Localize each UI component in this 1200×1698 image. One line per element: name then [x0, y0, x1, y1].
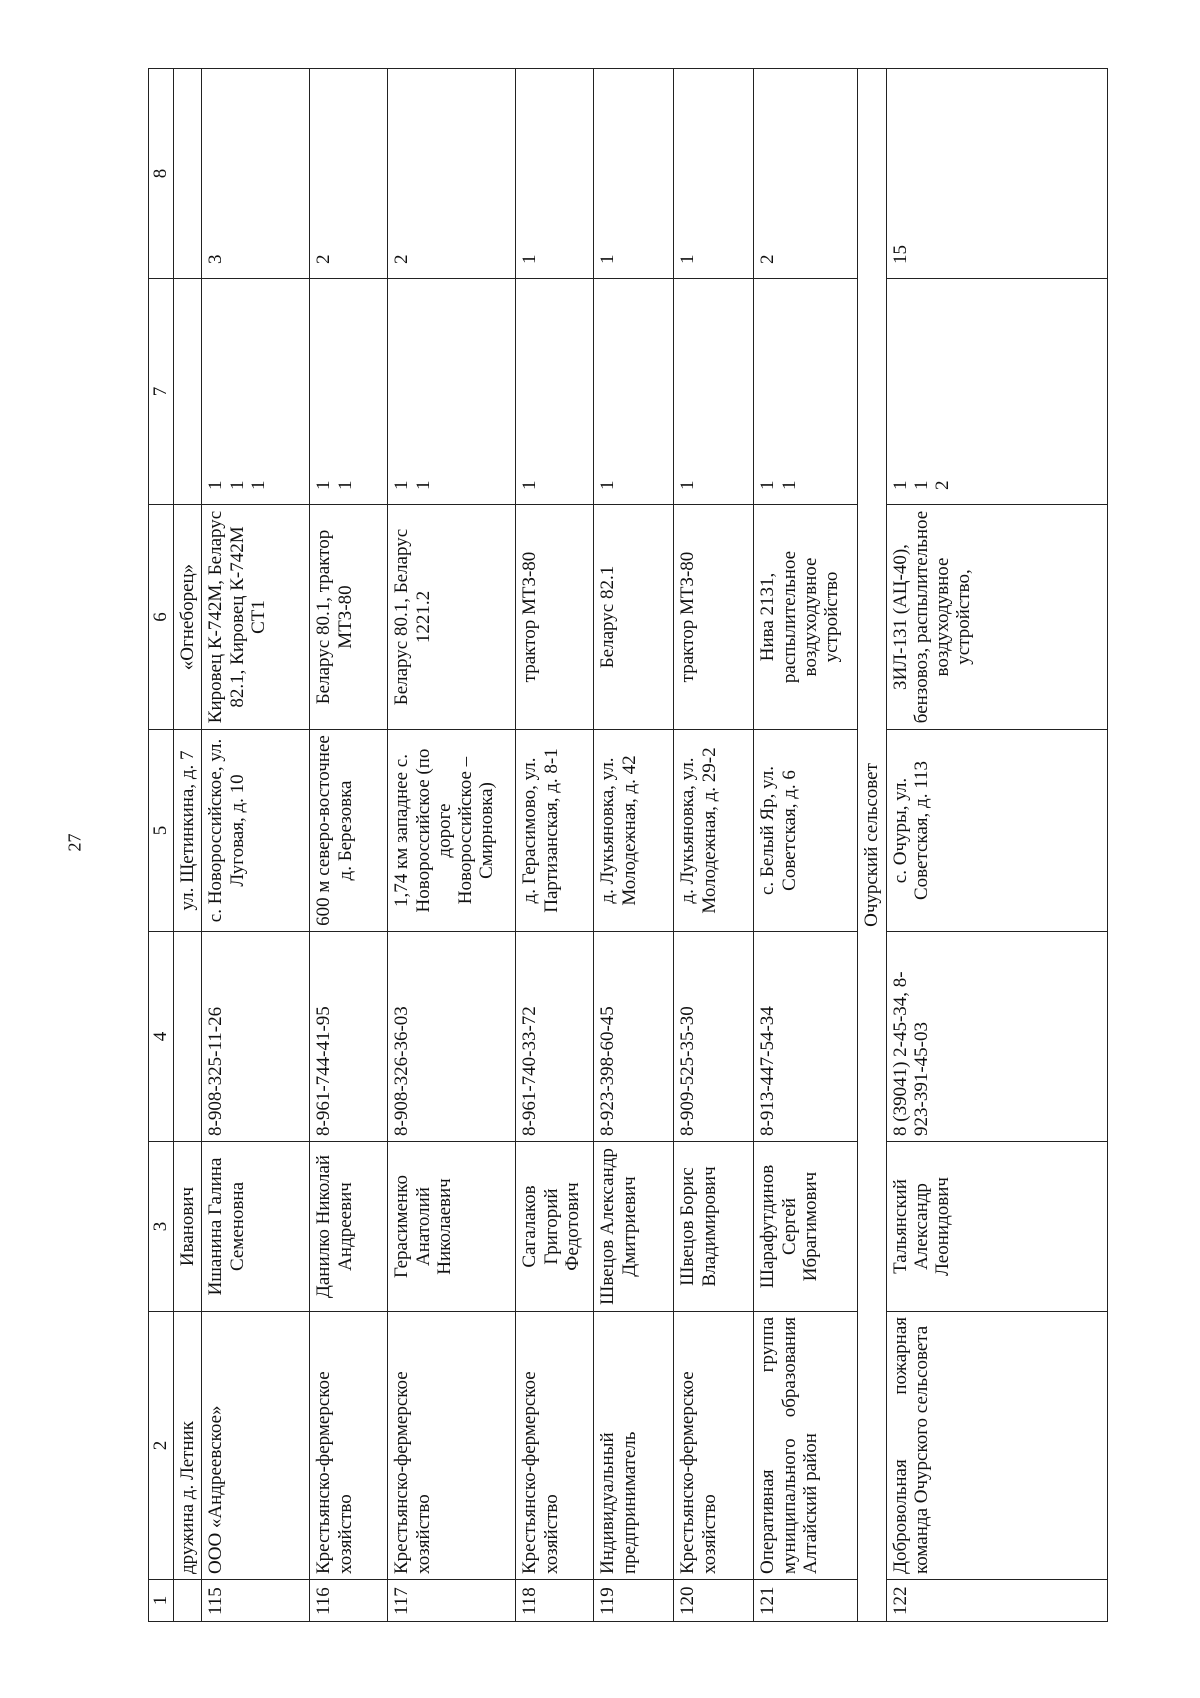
- cell-phone: 8-913-447-54-34: [754, 932, 858, 1142]
- cell-counts: [516, 279, 594, 505]
- row-number: 119: [594, 1580, 674, 1622]
- cell-phone: 8 (39041) 2-45-34, 8-923-391-45-03: [886, 932, 1107, 1142]
- cell-org: Крестьянско-фермерское хозяйство: [516, 1312, 594, 1580]
- cell-equipment: Кировец К-742М, Беларус 82.1, Кировец К-742М СТ1: [202, 505, 310, 730]
- cell-equipment: ЗИЛ-131 (АЦ-40), бензовоз, распылительное воздуходувное устройство,: [886, 505, 1107, 730]
- continuation-row: [174, 69, 202, 1622]
- table-row: [202, 69, 310, 1622]
- cell-phone: 8-923-398-60-45: [594, 932, 674, 1142]
- cell-name: Ишанина Галина Семеновна: [202, 1142, 310, 1312]
- cell-total: 2: [754, 69, 858, 279]
- count-value: 1: [226, 480, 248, 490]
- cell-total: [174, 69, 202, 279]
- cell-org: Оперативная группа муниципального образования Алтайский район: [754, 1312, 858, 1580]
- cell-address: ул. Щетинкина, д. 7: [174, 730, 202, 932]
- cell-counts: [594, 279, 674, 505]
- count-value: 1: [334, 480, 356, 490]
- header-cell: 5: [149, 730, 174, 932]
- header-cell: 6: [149, 505, 174, 730]
- cell-counts: [310, 279, 388, 505]
- row-number: 117: [388, 1580, 516, 1622]
- table-row: [754, 69, 858, 1622]
- cell-total: 2: [310, 69, 388, 279]
- row-number: 115: [202, 1580, 310, 1622]
- count-value: 1: [757, 480, 779, 490]
- cell-phone: 8-909-525-35-30: [674, 932, 754, 1142]
- cell-org: Крестьянско-фермерское хозяйство: [310, 1312, 388, 1580]
- count-value: 1: [391, 480, 413, 490]
- cell-counts: [174, 279, 202, 505]
- cell-name: Данилко Николай Андреевич: [310, 1142, 388, 1312]
- cell-name: Шарафутдинов Сергей Ибрагимович: [754, 1142, 858, 1312]
- equipment-table: [148, 68, 1108, 1622]
- cell-counts: [754, 279, 858, 505]
- count-value: 1: [412, 480, 434, 490]
- cell-equipment: Беларус 80.1, Беларус 1221.2: [388, 505, 516, 730]
- cell-org: Крестьянско-фермерское хозяйство: [388, 1312, 516, 1580]
- count-value: 1: [910, 480, 932, 490]
- cell-equipment: Беларус 80.1, трактор МТЗ-80: [310, 505, 388, 730]
- count-value: 1: [313, 480, 335, 490]
- table-row: [310, 69, 388, 1622]
- cell-total: 1: [594, 69, 674, 279]
- table-row: [674, 69, 754, 1622]
- section-row: [858, 69, 886, 1622]
- count-value: 1: [205, 480, 227, 490]
- cell-total: 2: [388, 69, 516, 279]
- cell-name: Герасименко Анатолий Николаевич: [388, 1142, 516, 1312]
- row-number: 121: [754, 1580, 858, 1622]
- count-value: 1: [677, 480, 699, 490]
- row-number: 120: [674, 1580, 754, 1622]
- cell-address: 600 м северо-восточнее д. Березовка: [310, 730, 388, 932]
- count-value: 1: [597, 480, 619, 490]
- header-cell: 4: [149, 932, 174, 1142]
- row-number: 116: [310, 1580, 388, 1622]
- cell-counts: [202, 279, 310, 505]
- table-row: [516, 69, 594, 1622]
- table-row: [886, 69, 1107, 1622]
- section-title: Очурский сельсовет: [858, 69, 886, 1622]
- count-value: 1: [519, 480, 541, 490]
- cell-equipment: трактор МТЗ-80: [516, 505, 594, 730]
- cell-equipment: Беларус 82.1: [594, 505, 674, 730]
- cell-name: Швецов Александр Дмитриевич: [594, 1142, 674, 1312]
- cell-org: ООО «Андреевское»: [202, 1312, 310, 1580]
- header-cell: 2: [149, 1312, 174, 1580]
- cell-org: Индивидуальный предприниматель: [594, 1312, 674, 1580]
- cell-phone: 8-908-326-36-03: [388, 932, 516, 1142]
- header-cell: 8: [149, 69, 174, 279]
- cell-counts: [886, 279, 1107, 505]
- cell-address: д. Лукьяновка, ул. Молодежная, д. 42: [594, 730, 674, 932]
- cell-phone: [174, 932, 202, 1142]
- cell-org: дружина д. Летник: [174, 1312, 202, 1580]
- cell-total: 1: [674, 69, 754, 279]
- cell-name: Сагалаков Григорий Федотович: [516, 1142, 594, 1312]
- row-number: 118: [516, 1580, 594, 1622]
- rotated-table-container: [148, 69, 1108, 1622]
- cell-total: 3: [202, 69, 310, 279]
- cell-equipment: «Огнеборец»: [174, 505, 202, 730]
- cell-equipment: трактор МТЗ-80: [674, 505, 754, 730]
- table-row: [388, 69, 516, 1622]
- header-cell: 3: [149, 1142, 174, 1312]
- page-number: 27: [64, 833, 85, 852]
- cell-phone: 8-908-325-11-26: [202, 932, 310, 1142]
- header-cell: 1: [149, 1580, 174, 1622]
- header-cell: 7: [149, 279, 174, 505]
- count-value: 1: [778, 480, 800, 490]
- cell-phone: 8-961-740-33-72: [516, 932, 594, 1142]
- cell-address: с. Новороссийское, ул. Луговая, д. 10: [202, 730, 310, 932]
- cell-org: Крестьянско-фермерское хозяйство: [674, 1312, 754, 1580]
- table-row: [594, 69, 674, 1622]
- cell-phone: 8-961-744-41-95: [310, 932, 388, 1142]
- count-value: 1: [889, 480, 911, 490]
- count-value: 2: [932, 480, 954, 490]
- cell-counts: [674, 279, 754, 505]
- cell-address: с. Очуры, ул. Советская, д. 113: [886, 730, 1107, 932]
- cell-address: д. Лукьяновка, ул. Молодежная, д. 29-2: [674, 730, 754, 932]
- cell-counts: [388, 279, 516, 505]
- row-number: 122: [886, 1580, 1107, 1622]
- cell-name: Иванович: [174, 1142, 202, 1312]
- cell-name: Швецов Борис Владимирович: [674, 1142, 754, 1312]
- cell-num: [174, 1580, 202, 1622]
- header-row: [149, 69, 174, 1622]
- cell-address: д. Герасимово, ул. Партизанская, д. 8-1: [516, 730, 594, 932]
- count-value: 1: [247, 480, 269, 490]
- cell-address: с. Белый Яр, ул. Советская, д. 6: [754, 730, 858, 932]
- cell-total: 15: [886, 69, 1107, 279]
- cell-org: Добровольная пожарная команда Очурского сельсовета: [886, 1312, 1107, 1580]
- cell-equipment: Нива 2131, распылительное воздуходувное устройство: [754, 505, 858, 730]
- cell-address: 1,74 км западнее с. Новороссийское (по дороге Новороссийское – Смирновка): [388, 730, 516, 932]
- cell-name: Тальянский Александр Леонидович: [886, 1142, 1107, 1312]
- cell-total: 1: [516, 69, 594, 279]
